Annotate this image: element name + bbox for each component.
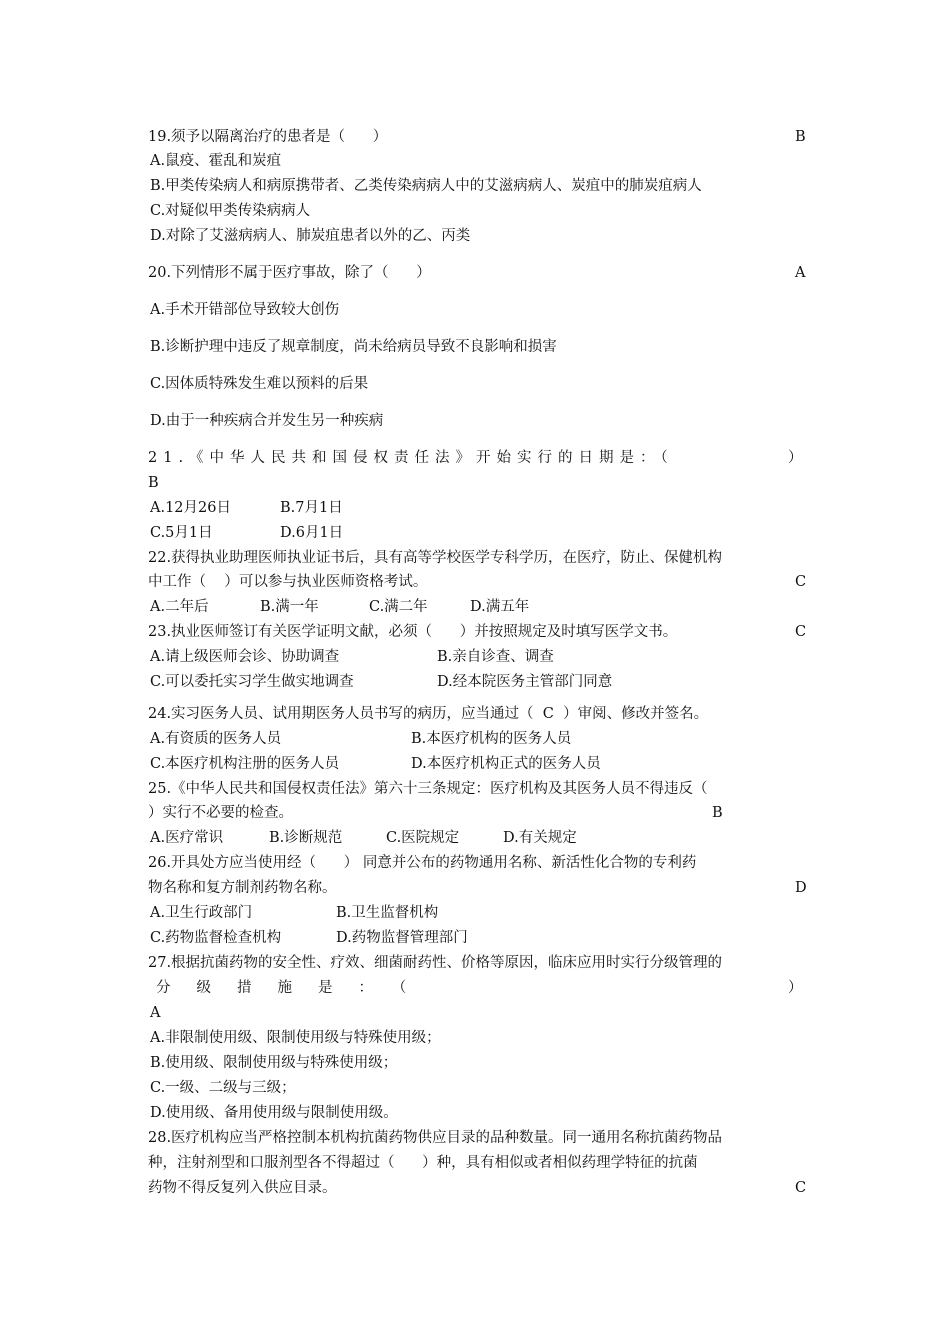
q28-stem-line3: 药物不得反复列入供应目录。 bbox=[148, 1180, 337, 1196]
q19-option-b: B.甲类传染病人和病原携带者、乙类传染病病人中的艾滋病病人、炭疽中的肺炭疽病人 bbox=[150, 178, 702, 194]
q27-option-c: C.一级、二级与三级； bbox=[150, 1080, 296, 1096]
q21-answer: B bbox=[148, 475, 159, 491]
q24-option-b: B.本医疗机构的医务人员 bbox=[411, 731, 572, 747]
q28-answer: C bbox=[795, 1180, 807, 1196]
q27-answer: A bbox=[150, 1005, 161, 1021]
q25-stem-line1: 25.《中华人民共和国侵权责任法》第六十三条规定：医疗机构及其医务人员不得违反（ bbox=[148, 781, 708, 797]
q19-option-a: A.鼠疫、霍乱和炭疽 bbox=[150, 153, 282, 169]
q26-answer: D bbox=[795, 880, 807, 896]
q26-stem-line1: 26.开具处方应当使用经（ ） 同意并公布的药物通用名称、新活性化合物的专利药 bbox=[148, 855, 697, 871]
q27-option-a: A.非限制使用级、限制使用级与特殊使用级； bbox=[150, 1030, 441, 1046]
q19-stem: 19.须予以隔离治疗的患者是（ ） bbox=[148, 129, 388, 145]
q20-option-c: C.因体质特殊发生难以预料的后果 bbox=[150, 376, 369, 392]
q27-stem-line2: 分级措施是：（ bbox=[156, 980, 433, 996]
q24-stem: 24.实习医务人员、试用期医务人员书写的病历，应当通过（ C ）审阅、修改并签名。 bbox=[148, 706, 709, 722]
q26-stem-line2: 物名称和复方制剂药物名称。 bbox=[148, 880, 337, 896]
q22-option-a: A.二年后 bbox=[150, 599, 209, 615]
q23-option-b: B.亲自诊查、调查 bbox=[437, 649, 554, 665]
q22-option-c: C.满二年 bbox=[369, 599, 428, 615]
q27-option-d: D.使用级、备用使用级与限制使用级。 bbox=[150, 1105, 398, 1121]
q21-stem-close: ） bbox=[788, 450, 803, 466]
q28-stem-line1: 28.医疗机构应当严格控制本机构抗菌药物供应目录的品种数量。同一通用名称抗菌药物品 bbox=[148, 1130, 723, 1146]
q23-option-d: D.经本院医务主管部门同意 bbox=[437, 674, 613, 690]
q20-stem: 20.下列情形不属于医疗事故，除了（ ） bbox=[148, 265, 431, 281]
q26-option-d: D.药物监督管理部门 bbox=[336, 930, 468, 946]
q25-option-c: C.医院规定 bbox=[386, 830, 460, 846]
q22-stem-line2: 中工作（ ）可以参与执业医师资格考试。 bbox=[148, 574, 428, 590]
q25-stem-line2: ）实行不必要的检查。 bbox=[148, 805, 293, 821]
q19-option-d: D.对除了艾滋病病人、肺炭疽患者以外的乙、丙类 bbox=[150, 228, 471, 244]
q25-option-a: A.医疗常识 bbox=[150, 830, 224, 846]
q27-stem-close: ） bbox=[788, 980, 803, 996]
q22-option-d: D.满五年 bbox=[470, 599, 530, 615]
q20-option-a: A.手术开错部位导致较大创伤 bbox=[150, 302, 340, 318]
q26-option-b: B.卫生监督机构 bbox=[336, 905, 439, 921]
q26-option-a: A.卫生行政部门 bbox=[150, 905, 253, 921]
q24-option-c: C.本医疗机构注册的医务人员 bbox=[150, 756, 340, 772]
q21-option-b: B.7月1日 bbox=[280, 500, 343, 516]
q23-stem: 23.执业医师签订有关医学证明文献，必须（ ）并按照规定及时填写医学文书。 bbox=[148, 624, 678, 640]
q25-answer: B bbox=[712, 805, 723, 821]
q25-option-d: D.有关规定 bbox=[503, 830, 577, 846]
q27-stem-line1: 27.根据抗菌药物的安全性、疗效、细菌耐药性、价格等原因，临床应用时实行分级管理的 bbox=[148, 955, 723, 971]
q24-option-d: D.本医疗机构正式的医务人员 bbox=[411, 756, 601, 772]
q20-answer: A bbox=[795, 265, 806, 281]
q23-answer: C bbox=[795, 624, 807, 640]
q27-option-b: B.使用级、限制使用级与特殊使用级； bbox=[150, 1055, 398, 1071]
q25-option-b: B.诊断规范 bbox=[269, 830, 343, 846]
q23-option-c: C.可以委托实习学生做实地调查 bbox=[150, 674, 354, 690]
q20-option-b: B.诊断护理中违反了规章制度，尚未给病员导致不良影响和损害 bbox=[150, 339, 557, 355]
q28-stem-line2: 种，注射剂型和口服剂型各不得超过（ ）种，具有相似或者相似药理学特征的抗菌 bbox=[148, 1155, 698, 1171]
q20-option-d: D.由于一种疾病合并发生另一种疾病 bbox=[150, 413, 384, 429]
q22-option-b: B.满一年 bbox=[260, 599, 319, 615]
q23-option-a: A.请上级医师会诊、协助调查 bbox=[150, 649, 340, 665]
q19-option-c: C.对疑似甲类传染病病人 bbox=[150, 203, 311, 219]
q22-stem-line1: 22.获得执业助理医师执业证书后，具有高等学校医学专科学历，在医疗，防止、保健机构 bbox=[148, 550, 723, 566]
q21-option-a: A.12月26日 bbox=[150, 500, 231, 516]
q21-option-c: C.5月1日 bbox=[150, 525, 213, 541]
q21-option-d: D.6月1日 bbox=[280, 525, 344, 541]
q21-stem: 21.《中华人民共和国侵权责任法》开始实行的日期是：（ bbox=[148, 450, 674, 466]
q22-answer: C bbox=[795, 574, 807, 590]
q19-answer: B bbox=[795, 129, 806, 145]
q24-option-a: A.有资质的医务人员 bbox=[150, 731, 282, 747]
q26-option-c: C.药物监督检查机构 bbox=[150, 930, 282, 946]
